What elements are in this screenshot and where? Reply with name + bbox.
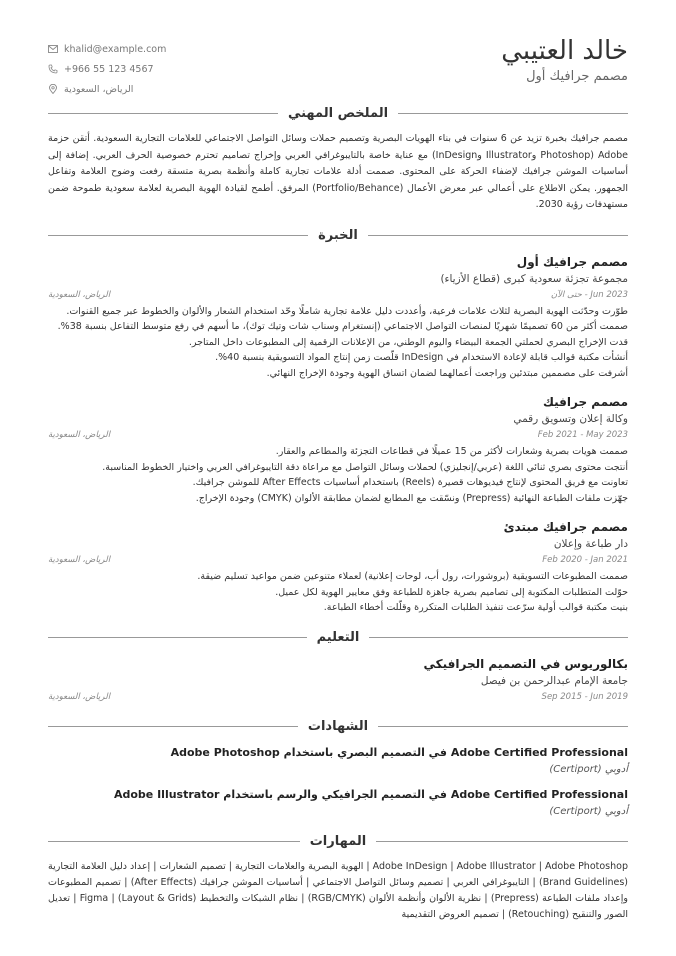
experience-dates: Feb 2020 - Jan 2021 bbox=[542, 555, 628, 565]
experience-meta bbox=[48, 553, 628, 568]
experience-item bbox=[48, 518, 628, 616]
experience-bullet: طوّرت وحدّثت الهوية البصرية لثلاث علامات فرعية، وأعددت دليل علامة تجارية شاملًا وحّد استخدام الشعار والألوان والخطوط عبر جميع القنوات. bbox=[66, 305, 628, 317]
section-title-skills: المهارات bbox=[48, 834, 628, 849]
education-dates: Sep 2015 - Jun 2019 bbox=[541, 691, 628, 702]
resume-header bbox=[48, 34, 628, 95]
education-meta bbox=[48, 690, 628, 705]
contact-email[interactable] bbox=[48, 39, 166, 59]
experience-bullet: جهّزت ملفات الطباعة النهائية (Prepress) ونسّقت مع المطابع لضمان مطابقة الألوان (CMYK) وجودة الإخراج. bbox=[195, 492, 628, 504]
education-degree: بكالوريوس في التصميم الجرافيكي bbox=[423, 656, 628, 671]
phone-text: +966 55 123 4567 bbox=[64, 63, 154, 75]
mail-icon bbox=[48, 44, 58, 54]
section-title-experience: الخبرة bbox=[48, 228, 628, 243]
experience-bullet: أشرفت على مصممين مبتدئين وراجعت أعمالهما لضمان اتساق الهوية وجودة الإخراج النهائي. bbox=[266, 367, 628, 379]
experience-location: الرياض، السعودية bbox=[48, 430, 111, 440]
certification-title: Adobe Certified Professional في التصميم البصري باستخدام Adobe Photoshop bbox=[170, 745, 628, 759]
experience-bullets bbox=[48, 304, 628, 382]
education-item bbox=[48, 655, 628, 705]
location-text: الرياض، السعودية bbox=[64, 83, 134, 95]
experience-meta bbox=[48, 288, 628, 303]
experience-company: دار طباعة وإعلان bbox=[553, 538, 628, 550]
certification-item bbox=[48, 786, 628, 820]
education-school: جامعة الإمام عبدالرحمن بن فيصل bbox=[480, 674, 628, 687]
contact-info bbox=[48, 39, 166, 99]
experience-role: مصمم جرافيك bbox=[542, 395, 628, 409]
certification-issuer: أدوبي (Certiport) bbox=[549, 805, 628, 817]
experience-bullet: صممت أكثر من 60 تصميمًا شهريًا لمنصات التواصل الاجتماعي (إنستغرام وسناب شات وتيك توك)، ما أسهم في رفع متوسط التفاعل بنسبة 38%. bbox=[57, 321, 628, 332]
experience-bullet: قدت الإخراج البصري لحملتي الجمعة البيضاء واليوم الوطني، من الإعلانات الرقمية إلى المطبوعات داخل المتاجر. bbox=[188, 336, 628, 348]
experience-item bbox=[48, 253, 628, 382]
experience-location: الرياض، السعودية bbox=[48, 289, 111, 300]
section-title-summary: الملخص المهني bbox=[48, 106, 628, 121]
experience-bullet: أنتجت محتوى بصري ثنائي اللغة (عربي/إنجليزي) لحملات وسائل التواصل مع مراعاة دقة التايبوغرافي العربي واختيار الخطوط المناسبة. bbox=[102, 461, 628, 473]
contact-location bbox=[48, 79, 166, 99]
experience-dates: Jun 2023 - حتى الآن bbox=[550, 289, 628, 300]
experience-bullets bbox=[48, 569, 628, 616]
contact-phone[interactable] bbox=[48, 59, 166, 79]
phone-icon bbox=[48, 64, 58, 74]
location-pin-icon bbox=[48, 84, 58, 94]
person-name: خالد العتيبي bbox=[501, 36, 628, 66]
certification-issuer: أدوبي (Certiport) bbox=[549, 763, 628, 775]
experience-bullet: أنشأت مكتبة قوالب قابلة لإعادة الاستخدام في InDesign قلّصت زمن إنتاج المواد التسويقية بنسبة 40%. bbox=[215, 352, 628, 363]
experience-bullet: صممت هويات بصرية وشعارات لأكثر من 15 عميلًا في قطاعات التجزئة والمطاعم والعقار. bbox=[275, 446, 628, 457]
resume-page bbox=[48, 34, 628, 923]
section-title-certifications: الشهادات bbox=[48, 719, 628, 734]
experience-meta bbox=[48, 428, 628, 443]
certification-title: Adobe Certified Professional في التصميم الجرافيكي والرسم باستخدام Adobe Illustrator bbox=[113, 787, 628, 801]
summary-text: مصمم جرافيك بخبرة تزيد عن 6 سنوات في بناء الهويات البصرية وتصميم حملات وسائل التواصل الاجتماعي للعلامات التجارية السعودية. أتقن حزمة Adobe (Photoshop وIllustrator وInDesign) مع عناية خاصة بالتايبوغرافي العربي وإخراج تصاميم تحترم خصوصية الحرف العربي. إضافة إلى أساسيات الموشن جرافيك لإضفاء الحركة على المحتوى. صممت أدلة علامات تجارية كاملة وأنظمة بصرية متسقة رفعت وضوح العلامة وتفاعل الجمهور. يمكن الاطلاع على أعمالي عبر معرض الأعمال (Portfolio/Behance) المرفق. أطمح لقيادة الهوية البصرية لعلامة سعودية طموحة ضمن مستهدفات رؤية 2030. bbox=[48, 133, 629, 210]
experience-bullet: بنيت مكتبة قوالب أولية سرّعت تنفيذ الطلبات المتكررة وقلّلت أخطاء الطباعة. bbox=[323, 602, 628, 613]
section-title-education: التعليم bbox=[48, 630, 628, 645]
education-location: الرياض، السعودية bbox=[48, 691, 111, 702]
experience-bullet: تعاونت مع فريق المحتوى لإنتاج فيديوهات قصيرة (Reels) باستخدام أساسيات After Effects للموشن جرافيك. bbox=[192, 477, 628, 488]
certification-item bbox=[48, 744, 628, 778]
experience-bullets bbox=[48, 444, 628, 506]
experience-location: الرياض، السعودية bbox=[48, 555, 111, 565]
experience-company: وكالة إعلان وتسويق رقمي bbox=[513, 413, 628, 425]
job-title: مصمم جرافيك أول bbox=[526, 69, 628, 84]
skills-text: Adobe InDesign | Adobe Illustrator | Adobe Photoshop | الهوية البصرية والعلامات التجارية | تصميم الشعارات | إعداد دليل العلامة التجارية (Brand Guidelines) | التايبوغرافي العربي | تصميم وسائل التواصل الاجتماعي | أساسيات الموشن جرافيك (After Effects) | تصميم المطبوعات وإعداد ملفات الطباعة (Prepress) | نظرية الألوان وأنظمة الألوان (RGB/CMYK) | نظام الشبكات والتخطيط (Layout & Grids) | Figma | تعديل الصور والتنقيح (Retouching) | تصميم العروض التقديمية bbox=[48, 860, 629, 920]
experience-bullet: صممت المطبوعات التسويقية (بروشورات، رول أب، لوحات إعلانية) لعملاء متنوعين ضمن مواعيد تسليم ضيقة. bbox=[197, 571, 628, 582]
experience-dates: Feb 2021 - May 2023 bbox=[537, 430, 628, 440]
experience-role: مصمم جرافيك مبتدئ bbox=[503, 520, 628, 534]
experience-bullet: حوّلت المتطلبات المكتوبة إلى تصاميم بصرية جاهزة للطباعة وفق معايير الهوية لكل عميل. bbox=[275, 586, 628, 598]
experience-company: مجموعة تجزئة سعودية كبرى (قطاع الأزياء) bbox=[440, 272, 628, 285]
email-text: khalid@example.com bbox=[64, 43, 167, 55]
experience-role: مصمم جرافيك أول bbox=[516, 254, 628, 269]
experience-item bbox=[48, 393, 628, 506]
